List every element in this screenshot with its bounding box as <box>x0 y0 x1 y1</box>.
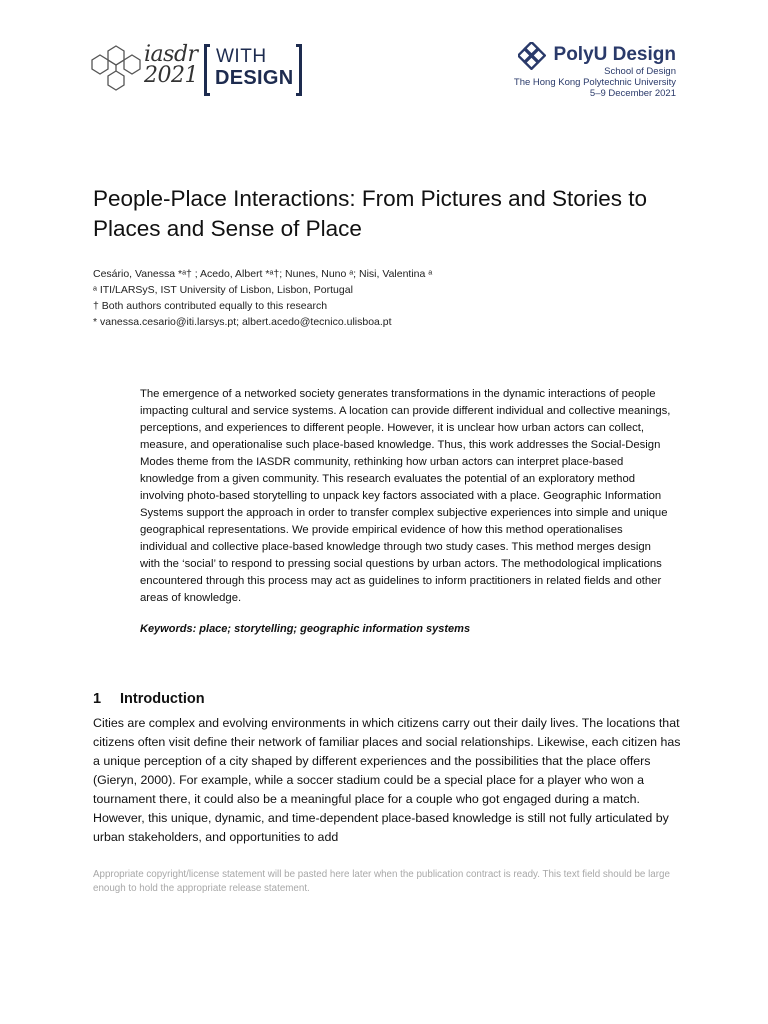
polyu-university: The Hong Kong Polytechnic University <box>513 77 676 88</box>
with-design-line1: WITH <box>216 46 267 67</box>
page-header <box>0 0 768 110</box>
abstract: The emergence of a networked society generates transformations in the dynamic interactions of people impacting cultural and service systems. A location can provide different individual and collective meanings, perceptions, and experiences to different people. However, it is unclear how urban actors can collect, measure, and operationalise such place-based knowledge. Thus, this work addresses the Social-Design Modes theme from the IASDR community, rethinking how urban actors can interpret place-based knowledge from a given community. This research evaluates the potential of an exploratory method involving photo-based storytelling to unpack key factors associated with a place. Geographic Information Systems support the approach in order to transfer complex subjective experiences into simple and unique geographical representations. We provide empirical evidence of how this method operationalises individual and collective place-based knowledge through two study cases. This method merges design with the ‘social’ to respond to pressing social questions by urban actors. The methodological implications encountered through this process may act as guidelines to inform practitioners in related fields and other areas of knowledge. <box>140 388 671 604</box>
section-number: 1 <box>93 691 102 707</box>
iasdr-logo <box>90 42 320 98</box>
section-body: Cities are complex and evolving environments in which citizens carry out their daily lives. The locations that citizens often visit define their network of familiar places and social relationships. Likewise, each citizen has a unique perception of a city shaped by different experiences and the possibilities that the place offers (Gieryn, 2000). For example, while a soccer stadium could be a special place for a player who won a tournament there, it could also be a meaningful place for a couple who got engaged during a match. However, this unique, dynamic, and time-dependent place-based knowledge is still not fully articulated by urban stakeholders, and opportunities to add <box>93 716 681 844</box>
bracket-left-icon <box>204 44 210 96</box>
bracket-right-icon <box>296 44 302 96</box>
author-block <box>93 266 693 330</box>
author-names: Cesário, Vanessa *ᵃ† ; Acedo, Albert *ᵃ†; Nunes, Nuno ᵃ; Nisi, Valentina ᵃ <box>93 268 433 280</box>
iasdr-logo-icon <box>90 42 142 94</box>
section-title: Introduction <box>120 691 205 707</box>
paper-title: People-Place Interactions: From Pictures and Stories to Places and Sense of Place <box>93 186 648 241</box>
polyu-logo <box>476 42 676 98</box>
copyright-statement: Appropriate copyright/license statement will be pasted here later when the publication contract is ready. This text field should be large enough to hold the appropriate release statement. <box>93 869 670 894</box>
author-contribution-note: † Both authors contributed equally to this research <box>93 300 328 312</box>
polyu-dates: 5–9 December 2021 <box>589 88 676 99</box>
polyu-school: School of Design <box>604 66 676 77</box>
section-heading <box>93 691 205 707</box>
author-affiliation: ᵃ ITI/LARSyS, IST University of Lisbon, Lisbon, Portugal <box>93 284 353 296</box>
polyu-name: PolyU Design <box>553 44 676 65</box>
author-emails: * vanessa.cesario@iti.larsys.pt; albert.acedo@tecnico.ulisboa.pt <box>93 316 392 328</box>
iasdr-name: iasdr <box>144 42 198 67</box>
iasdr-wordmark <box>144 44 198 86</box>
polyu-logo-icon <box>518 42 546 70</box>
keywords: Keywords: place; storytelling; geographic information systems <box>140 623 471 635</box>
with-design-line2: DESIGN <box>215 67 294 89</box>
iasdr-year: 2021 <box>144 63 198 88</box>
